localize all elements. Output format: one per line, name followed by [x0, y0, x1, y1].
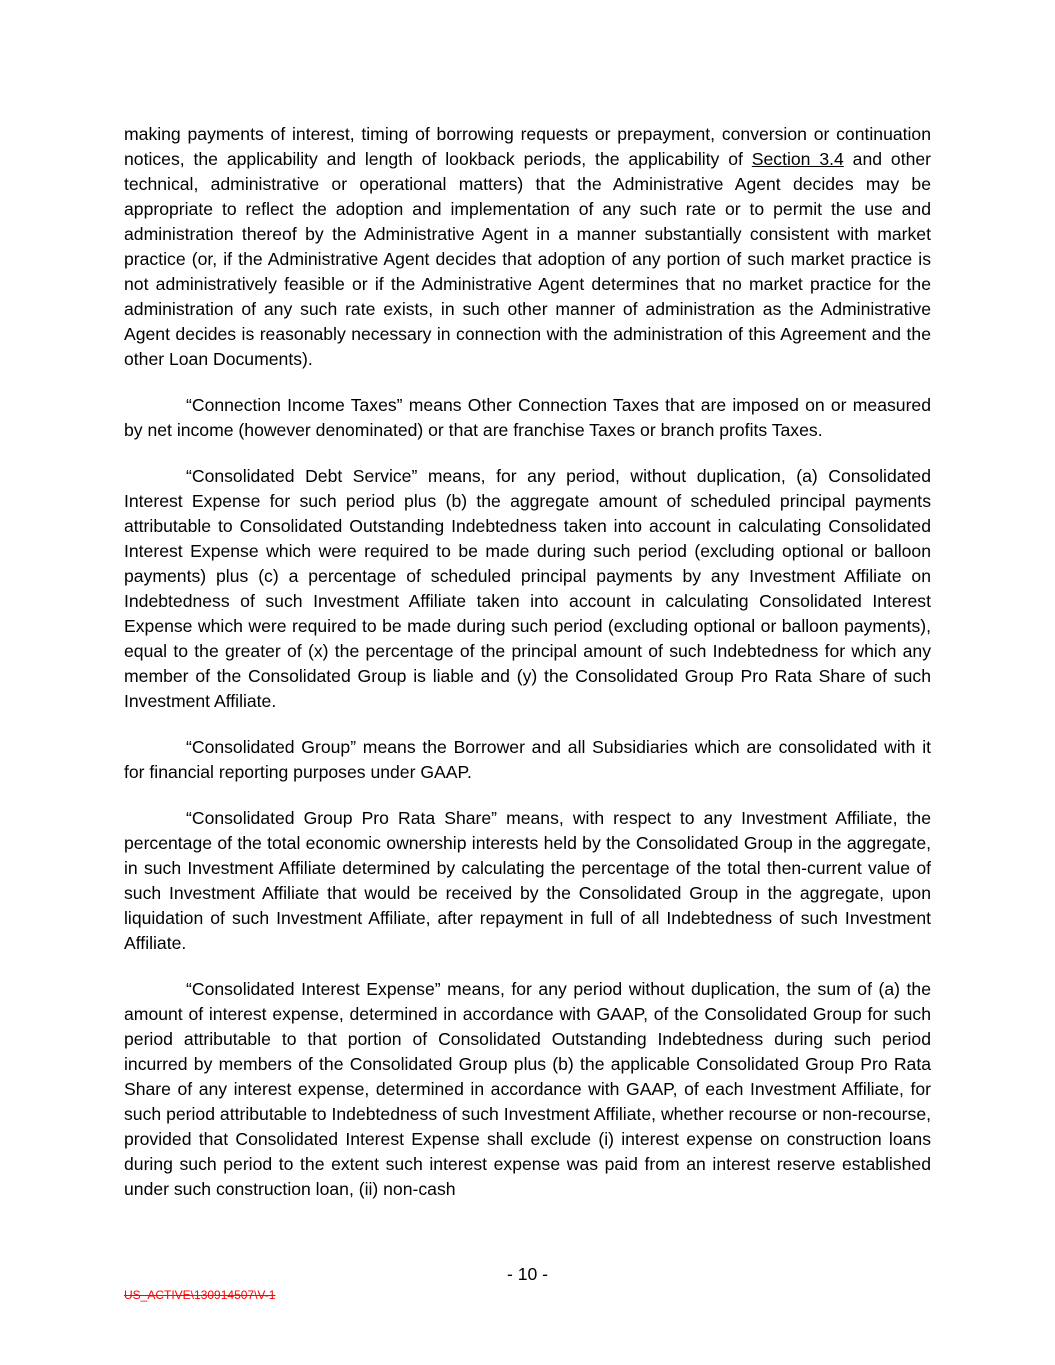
paragraph-text: making payments of interest, timing of borrowing requests or prepayment, conversion or continuation notices, the applicability and length of lookback periods, the applicability of	[124, 124, 931, 169]
paragraph-text: and other technical, administrative or operational matters) that the Administrative Agent decides may be appropriate to reflect the adoption and implementation of any such rate or to permit the use and administration thereof by the Administrative Agent in a manner substantially consistent with market practice (or, if the Administrative Agent decides that adoption of any portion of such market practice is not administratively feasible or if the Administrative Agent determines that no market practice for the administration of any such rate exists, in such other manner of administration as the Administrative Agent decides is reasonably necessary in connection with the administration of this Agreement and the other Loan Documents).	[124, 149, 932, 369]
page-number: - 10 -	[506, 1264, 549, 1284]
document-body	[124, 122, 931, 1202]
paragraph-continuation	[124, 122, 931, 372]
section-reference-link[interactable]: Section 3.4	[751, 149, 844, 169]
definition-consolidated-group: “Consolidated Group” means the Borrower and all Subsidiaries which are consolidated with it for financial reporting purposes under GAAP.	[124, 737, 931, 782]
definition-consolidated-group-pro-rata-share: “Consolidated Group Pro Rata Share” means, with respect to any Investment Affiliate, the percentage of the total economic ownership interests held by the Consolidated Group in the aggregate, in such Investment Affiliate determined by calculating the percentage of the total then-current value of such Investment Affiliate that would be received by the Consolidated Group in the aggregate, upon liquidation of such Investment Affiliate, after repayment in full of all Indebtedness of such Investment Affiliate.	[124, 808, 931, 953]
document-id: US_ACTIVE\130914507\V-1	[124, 1288, 276, 1302]
definition-connection-income-taxes: “Connection Income Taxes” means Other Connection Taxes that are imposed on or measured by net income (however denominated) or that are franchise Taxes or branch profits Taxes.	[124, 395, 931, 440]
definition-consolidated-debt-service: “Consolidated Debt Service” means, for any period, without duplication, (a) Consolidated Interest Expense for such period plus (b) the aggregate amount of scheduled principal payments attributable to Consolidated Outstanding Indebtedness taken into account in calculating Consolidated Interest Expense which were required to be made during such period (excluding optional or balloon payments) plus (c) a percentage of scheduled principal payments by any Investment Affiliate on Indebtedness of such Investment Affiliate taken into account in calculating Consolidated Interest Expense which were required to be made during such period (excluding optional or balloon payments), equal to the greater of (x) the percentage of the principal amount of such Indebtedness for which any member of the Consolidated Group is liable and (y) the Consolidated Group Pro Rata Share of such Investment Affiliate.	[124, 466, 931, 711]
definition-consolidated-interest-expense: “Consolidated Interest Expense” means, for any period without duplication, the sum of (a) the amount of interest expense, determined in accordance with GAAP, of the Consolidated Group for such period attributable to that portion of Consolidated Outstanding Indebtedness during such period incurred by members of the Consolidated Group plus (b) the applicable Consolidated Group Pro Rata Share of any interest expense, determined in accordance with GAAP, of each Investment Affiliate, for such period attributable to Indebtedness of such Investment Affiliate, whether recourse or non-recourse, provided that Consolidated Interest Expense shall exclude (i) interest expense on construction loans during such period to the extent such interest expense was paid from an interest reserve established under such construction loan, (ii) non-cash	[124, 979, 931, 1199]
